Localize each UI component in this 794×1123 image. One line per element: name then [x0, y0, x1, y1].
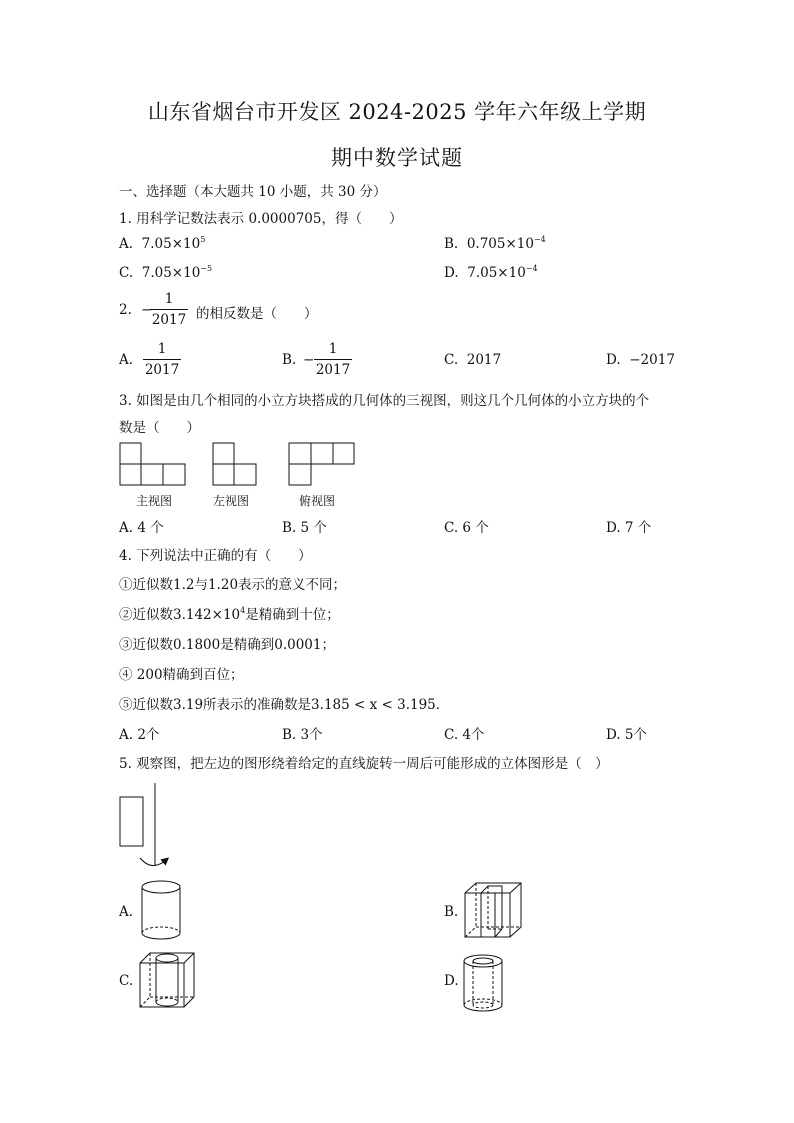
- question-5-stem: 5. 观察图，把左边的图形绕着给定的直线旋转一周后可能形成的立体图形是（ ）: [119, 756, 609, 772]
- q2-option-b-label: B.: [282, 352, 297, 368]
- q5-option-b-label: B.: [444, 904, 459, 920]
- page-title: 山东省烟台市开发区 2024-2025 学年六年级上学期: [147, 100, 647, 124]
- page-subtitle: 期中数学试题: [331, 146, 463, 170]
- q3-option-d: D. 7 个: [606, 520, 652, 536]
- q2-option-d: D. −2017: [606, 352, 675, 368]
- q5-option-d-label: D.: [444, 973, 459, 989]
- q4-option-c: C. 4个: [444, 727, 485, 743]
- q4-statement-5: ⑤近似数3.19所表示的准确数是3.185 < x < 3.195．: [119, 697, 450, 713]
- q5-option-a-label: A.: [119, 904, 134, 920]
- q2-stem-tail: 的相反数是（ ）: [196, 306, 318, 322]
- q2-option-b-sign: −: [303, 352, 315, 368]
- q3-option-b: B. 5 个: [282, 520, 327, 536]
- q2-option-c: C. 2017: [444, 352, 502, 368]
- q4-statement-1: ①近似数1.2与1.20表示的意义不同；: [119, 577, 347, 593]
- q1-option-c: C. $7.05\times 10^{-5}$: [119, 264, 213, 281]
- caption-top-view: 俯视图: [299, 494, 336, 508]
- q2-fraction: 1 2017: [151, 291, 187, 328]
- q1-option-b: B. $0.705\times 10^{-4}$: [444, 235, 546, 252]
- q2-minus: −: [141, 302, 153, 318]
- question-4-stem: 4. 下列说法中正确的有（ ）: [119, 548, 312, 564]
- q1-option-a: A. $7.05\times 10^5$: [119, 235, 206, 252]
- question-3-stem-line2: 数是（ ）: [119, 420, 200, 436]
- section-heading: 一、选择题（本大题共 10 小题，共 30 分）: [119, 184, 387, 200]
- caption-left-view: 左视图: [213, 494, 250, 508]
- q2-option-a-label: A.: [119, 352, 134, 368]
- q2-option-b-fraction: 1 2017: [315, 341, 351, 378]
- q4-statement-3: ③近似数0.1800是精确到0.0001；: [119, 637, 335, 653]
- question-1-stem: 1. 用科学记数法表示 0.0000705，得（ ）: [119, 211, 403, 227]
- question-3-stem-line1: 3. 如图是由几个相同的小立方块搭成的几何体的三视图，则这几个几何体的小立方块的个: [119, 393, 650, 409]
- q2-number: 2.: [119, 302, 132, 318]
- q4-option-a: A. 2个: [119, 727, 160, 743]
- q4-statement-2: ②近似数$3.142\times 10^4$是精确到十位；: [119, 606, 340, 623]
- q3-option-c: C. 6 个: [444, 520, 489, 536]
- q4-option-d: D. 5个: [606, 727, 648, 743]
- q5-option-c-label: C.: [119, 973, 134, 989]
- q1-option-d: D. $7.05\times 10^{-4}$: [444, 264, 538, 281]
- caption-front-view: 主视图: [136, 494, 173, 508]
- q4-option-b: B. 3个: [282, 727, 323, 743]
- q3-option-a: A. 4 个: [119, 520, 164, 536]
- q4-statement-4: ④ 200精确到百位；: [119, 667, 244, 683]
- q2-option-a-fraction: 1 2017: [144, 341, 180, 378]
